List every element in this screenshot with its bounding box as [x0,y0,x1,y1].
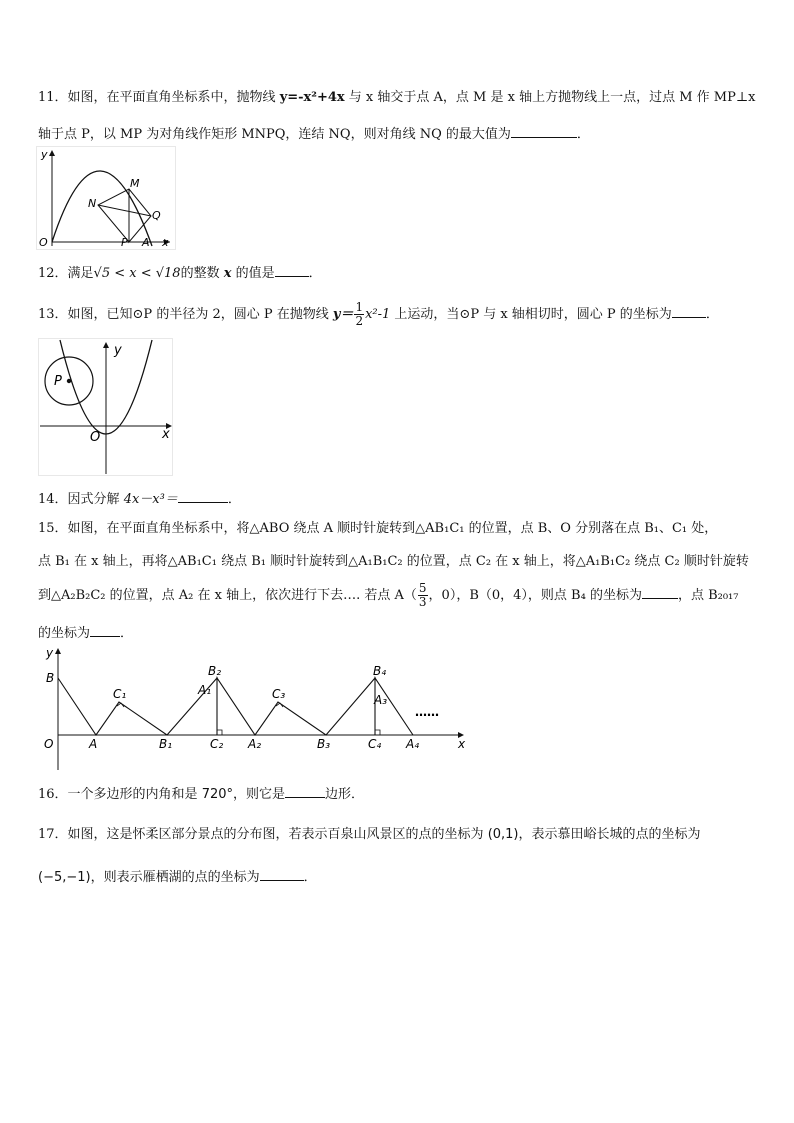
q11-fig-N: N [88,197,97,210]
q13-fig-O: O [90,430,101,445]
q15-fig-A3: A₃ [374,693,388,707]
q15-answer-blank-2[interactable] [90,624,120,637]
q17-line1: 17．如图，这是怀柔区部分景点的分布图，若表示百泉山风景区的点的坐标为 (0,1)，表示慕田峪长城的点的坐标为 [38,827,701,842]
q15-fig-O: O [44,737,54,751]
q14-answer-blank[interactable] [178,490,228,503]
q15-fraction: $\frac{5}{3}$ [418,581,427,609]
q12-answer-blank[interactable] [275,264,309,277]
q15-fig-A2: A₂ [248,737,262,751]
q15-line4: 的坐标为 ． [38,626,134,641]
q15-fig-B3: B₃ [317,737,331,751]
q15-fig-B: B [46,671,55,685]
q15-fig-B1: B₁ [159,737,173,751]
q15-fig-x: x [458,737,466,751]
q11-fig-y: y [41,148,48,161]
q11-line2: 轴于点 P，以 MP 为对角线作矩形 MNPQ，连结 NQ，则对角线 NQ 的最大值为 ． [38,127,590,142]
q16-line: 16．一个多边形的内角和是 720°，则它是 边形． [38,787,365,802]
q13-figure [38,338,173,476]
q15-fig-C3: C₃ [272,687,286,701]
q13-fraction: $\frac{1}{2}$ [355,300,364,328]
q15-fig-ellipsis: …… [415,705,439,719]
q15-fig-C4: C₄ [368,737,382,751]
q13-line: 13．如图，已知⊙P 的半径为 2，圆心 P 在抛物线 y＝ $\frac{1}{2}$ x²-1 上运动，当⊙P 与 x 轴相切时，圆心 P 的坐标为 ． [38,300,719,328]
q15-fig-A: A [89,737,98,751]
q13-fig-x: x [162,427,170,442]
q15-answer-blank-1[interactable] [642,586,678,599]
q15-line3: 到△A₂B₂C₂ 的位置，点 A₂ 在 x 轴上，依次进行下去…. 若点 A（ $\frac{5}{3}$ ，0），B（0，4），则点 B₄ 的坐标为 ，点 B₂₀₁₇ [38,581,739,609]
q13-answer-blank[interactable] [672,305,706,318]
q11-fig-A: A [142,236,150,249]
q15-line1: 15．如图，在平面直角坐标系中，将△ABO 绕点 A 顺时针旋转到△AB₁C₁ 的位置，点 B、O 分别落在点 B₁、C₁ 处， [38,521,718,536]
q15-line2: 点 B₁ 在 x 轴上，再将△AB₁C₁ 绕点 B₁ 顺时针旋转到△A₁B₁C₂ 的位置，点 C₂ 在 x 轴上，将△A₁B₁C₂ 绕点 C₂ 顺时针旋转 [38,554,749,569]
q13-fig-P: P [54,374,62,389]
q14-line: 14．因式分解 4x－x³＝ ． [38,492,241,507]
q13-fig-y: y [114,343,122,358]
q11-fig-P: P [121,236,128,249]
q16-answer-blank[interactable] [285,785,325,798]
q15-fig-y: y [46,646,54,660]
q12-line: 12．满足√5 < x < √18的整数 x 的值是 ． [38,266,322,281]
q11-figure [36,146,176,250]
q11-fig-Q: Q [152,209,161,222]
q11-answer-blank[interactable] [511,125,577,138]
q11-fig-x: x [162,236,169,249]
q11-line1: 11．如图，在平面直角坐标系中，抛物线 y=-x²+4x 与 x 轴交于点 A，点 M 是 x 轴上方抛物线上一点，过点 M 作 MP⊥x [38,90,756,105]
q15-fig-B2: B₂ [208,664,222,678]
q15-fig-A1: A₁ [198,683,212,697]
q15-fig-B4: B₄ [373,664,387,678]
q11-fig-O: O [39,236,48,249]
q15-figure [38,644,468,772]
q17-line2: (−5,−1)，则表示雁栖湖的点的坐标为 ． [38,870,317,885]
q17-answer-blank[interactable] [260,868,304,881]
q15-fig-A4: A₄ [406,737,420,751]
q11-fig-M: M [130,177,140,190]
q15-fig-C1: C₁ [113,687,127,701]
q15-fig-C2: C₂ [210,737,224,751]
